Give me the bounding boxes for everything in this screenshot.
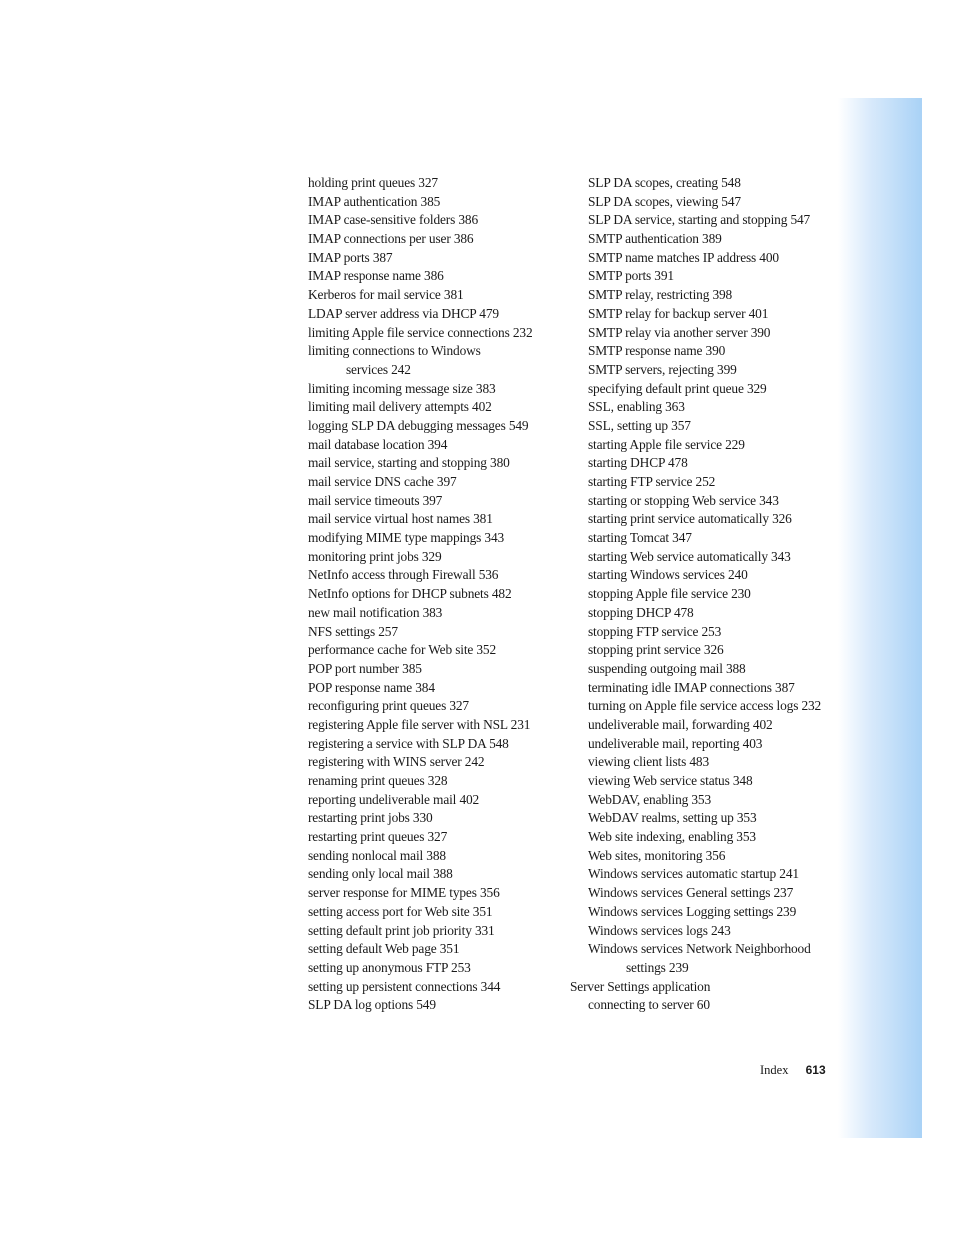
index-entry: undeliverable mail, reporting 403 (588, 735, 763, 751)
index-entry: mail service DNS cache 397 (308, 474, 457, 489)
page-footer (760, 1063, 826, 1078)
index-entry: setting access port for Web site 351 (308, 903, 493, 919)
index-entry: SMTP name matches IP address 400 (588, 249, 779, 265)
index-entry: sending nonlocal mail 388 (308, 847, 446, 863)
index-entry: stopping Apple file service 230 (588, 586, 751, 602)
index-entry: limiting mail delivery attempts 402 (308, 399, 492, 415)
index-entry: setting up anonymous FTP 253 (308, 959, 471, 975)
index-entry: IMAP authentication 385 (308, 193, 441, 209)
index-entry: viewing client lists 483 (588, 754, 709, 770)
index-entry: Windows services Logging settings 239 (588, 903, 797, 919)
index-entry: Windows services General settings 237 (588, 885, 794, 901)
index-entry: Windows services Network Neighborhood (588, 941, 811, 957)
index-entry: LDAP server address via DHCP 479 (308, 305, 499, 321)
index-entry: limiting incoming message size 383 (308, 380, 496, 396)
footer-section-label: Index (760, 1063, 789, 1077)
index-entry: SSL, enabling 363 (588, 399, 685, 415)
index-entry: limiting Apple file service connections 232 (308, 324, 533, 340)
index-entry: setting default Web page 351 (308, 941, 460, 957)
index-entry: specifying default print queue 329 (588, 380, 767, 396)
index-entry: SMTP ports 391 (588, 268, 674, 284)
index-entry: starting or stopping Web service 343 (588, 492, 779, 508)
index-entry: reconfiguring print queues 327 (308, 698, 469, 714)
index-entry: SMTP response name 390 (588, 343, 726, 359)
index-entry: undeliverable mail, forwarding 402 (588, 716, 773, 732)
index-entry: starting Apple file service 229 (588, 436, 745, 452)
index-entry: connecting to server 60 (588, 997, 710, 1013)
index-entry: Kerberos for mail service 381 (308, 287, 464, 303)
index-entry: stopping FTP service 253 (588, 623, 722, 639)
index-entry: settings 239 (626, 959, 689, 975)
index-entry: SMTP relay via another server 390 (588, 324, 771, 340)
index-entry: Web site indexing, enabling 353 (588, 829, 756, 845)
index-entry: starting Tomcat 347 (588, 530, 692, 546)
index-entry: SLP DA scopes, viewing 547 (588, 193, 741, 209)
index-entry: monitoring print jobs 329 (308, 548, 442, 564)
index-entry: terminating idle IMAP connections 387 (588, 679, 795, 695)
index-entry: new mail notification 383 (308, 604, 443, 620)
index-entry: starting Web service automatically 343 (588, 548, 791, 564)
index-entry: mail database location 394 (308, 436, 448, 452)
index-entry: NFS settings 257 (308, 623, 398, 639)
index-entry: limiting connections to Windows (308, 343, 481, 359)
index-entry: POP port number 385 (308, 660, 422, 676)
index-entry: services 242 (346, 361, 411, 377)
index-entry: Windows services logs 243 (588, 922, 731, 938)
index-entry: IMAP response name 386 (308, 268, 444, 284)
index-entry: holding print queues 327 (308, 175, 438, 190)
index-entry: suspending outgoing mail 388 (588, 660, 746, 676)
index-column-left (308, 174, 568, 1015)
index-entry: Windows services automatic startup 241 (588, 866, 799, 882)
index-entry: NetInfo options for DHCP subnets 482 (308, 586, 512, 602)
index-entry: registering with WINS server 242 (308, 754, 485, 770)
index-entry: renaming print queues 328 (308, 773, 448, 788)
index-column-right (570, 174, 838, 1015)
index-entry: restarting print jobs 330 (308, 810, 433, 826)
index-entry: WebDAV, enabling 353 (588, 791, 711, 807)
index-entry: starting print service automatically 326 (588, 511, 792, 527)
index-entry: setting up persistent connections 344 (308, 978, 501, 994)
index-entry: mail service virtual host names 381 (308, 511, 493, 527)
index-entry: turning on Apple file service access logs 232 (588, 698, 822, 714)
index-entry: SMTP authentication 389 (588, 231, 722, 247)
index-entry: Web sites, monitoring 356 (588, 847, 726, 863)
index-entry: IMAP connections per user 386 (308, 231, 474, 247)
index-entry: stopping print service 326 (588, 642, 724, 658)
index-entry: IMAP ports 387 (308, 249, 393, 265)
index-entry: starting DHCP 478 (588, 455, 688, 471)
index-entry: stopping DHCP 478 (588, 604, 694, 620)
index-entry: modifying MIME type mappings 343 (308, 530, 505, 546)
index-entry: performance cache for Web site 352 (308, 642, 497, 658)
index-entry: SMTP relay, restricting 398 (588, 287, 733, 303)
index-entry: POP response name 384 (308, 679, 435, 695)
index-entry: registering a service with SLP DA 548 (308, 735, 509, 751)
index-entry: SMTP relay for backup server 401 (588, 305, 769, 321)
index-entry: starting Windows services 240 (588, 567, 748, 583)
index-entry: SLP DA scopes, creating 548 (588, 175, 741, 190)
index-entry: Server Settings application (570, 978, 711, 994)
index-entry: SSL, setting up 357 (588, 417, 691, 433)
index-entry: viewing Web service status 348 (588, 773, 753, 788)
index-entry: starting FTP service 252 (588, 474, 716, 489)
index-entry: setting default print job priority 331 (308, 922, 495, 938)
index-entry: registering Apple file server with NSL 231 (308, 716, 531, 732)
index-entry: mail service timeouts 397 (308, 492, 443, 508)
index-entry: restarting print queues 327 (308, 829, 448, 845)
index-entry: reporting undeliverable mail 402 (308, 791, 480, 807)
index-entry: mail service, starting and stopping 380 (308, 455, 510, 471)
index-entry: NetInfo access through Firewall 536 (308, 567, 499, 583)
index-entry: SLP DA service, starting and stopping 547 (588, 212, 811, 228)
index-entry: SMTP servers, rejecting 399 (588, 361, 737, 377)
index-entry: SLP DA log options 549 (308, 997, 436, 1013)
index-entry: server response for MIME types 356 (308, 885, 500, 901)
index-entry: logging SLP DA debugging messages 549 (308, 417, 529, 433)
page-number: 613 (805, 1063, 826, 1077)
index-entry: sending only local mail 388 (308, 866, 453, 882)
index-entry: IMAP case-sensitive folders 386 (308, 212, 479, 228)
index-entry: WebDAV realms, setting up 353 (588, 810, 757, 826)
section-tab-gradient (838, 98, 922, 1138)
